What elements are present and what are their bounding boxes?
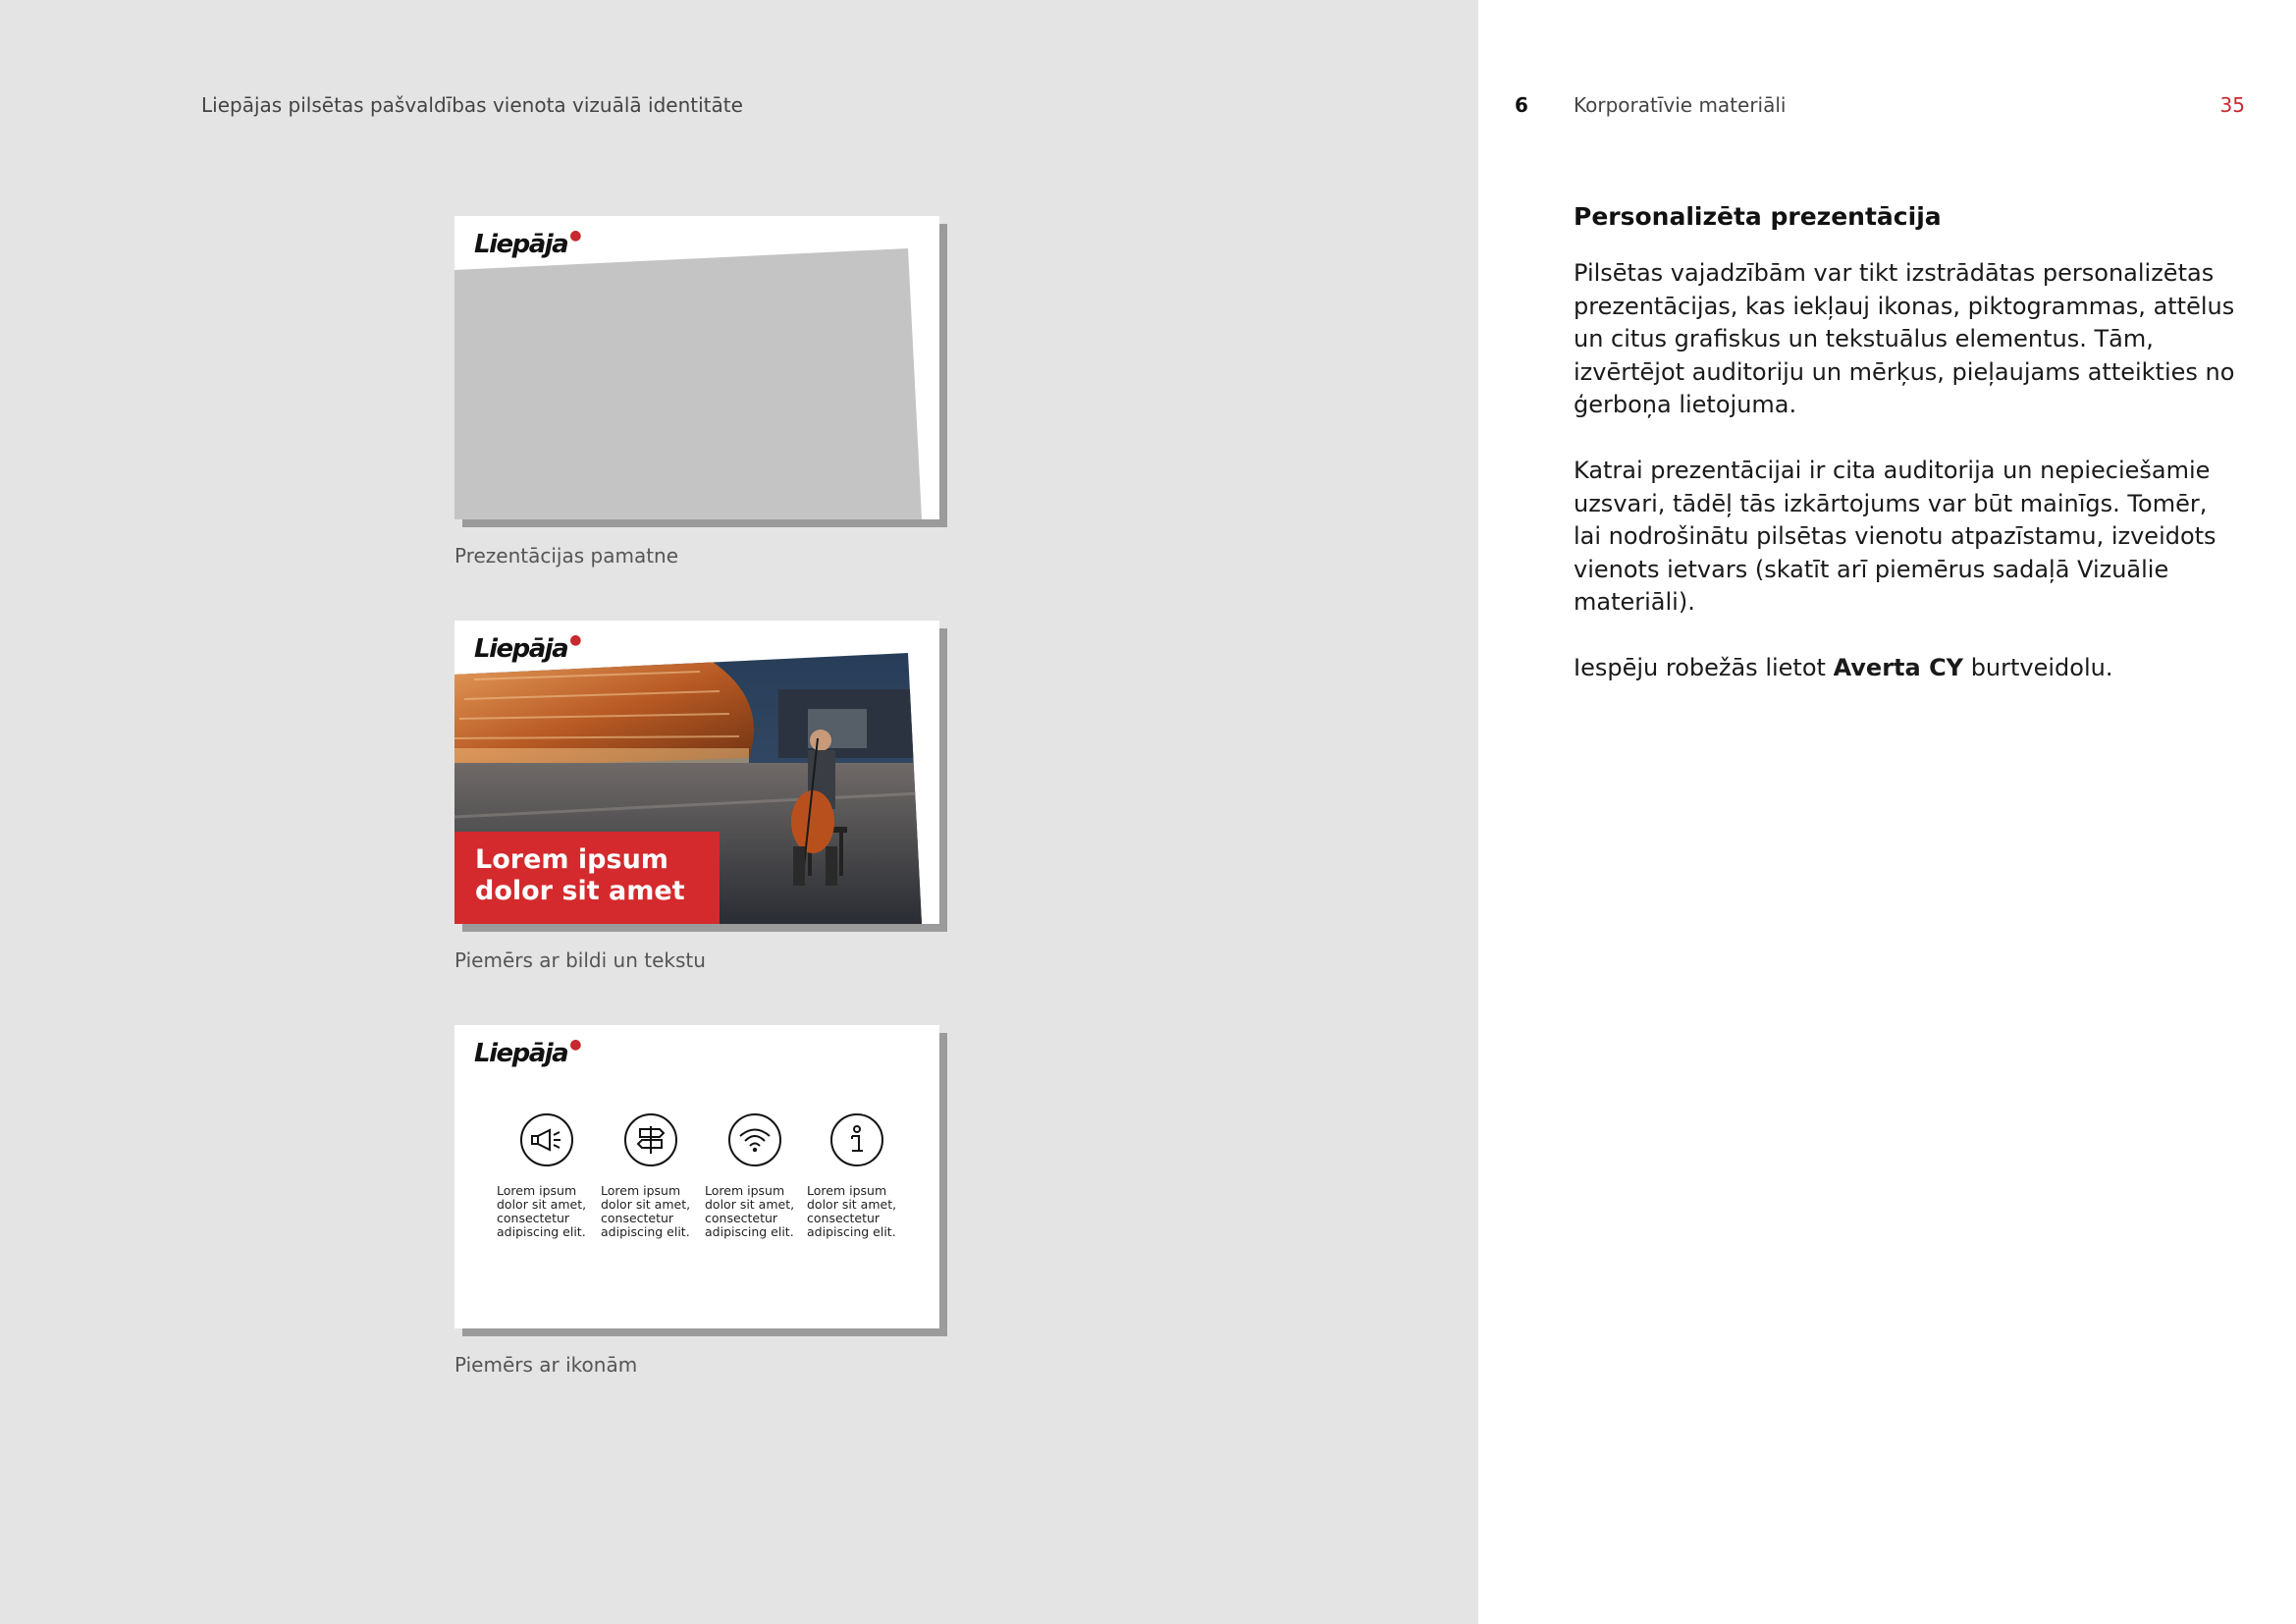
icon-caption: Lorem ipsum dolor sit amet, consectetur adipiscing elit. — [705, 1183, 795, 1239]
template-placeholder-shape — [454, 216, 939, 519]
slide-photo-example — [454, 621, 939, 924]
icon-caption: Lorem ipsum dolor sit amet, consectetur adipiscing elit. — [497, 1183, 587, 1239]
icon-item-signpost — [601, 1113, 699, 1239]
icon-item-info — [807, 1113, 905, 1239]
signpost-icon — [624, 1113, 677, 1166]
page-number: 35 — [2219, 93, 2245, 117]
wifi-icon — [728, 1113, 781, 1166]
liepaja-logo: Liepāja ● — [474, 1037, 580, 1068]
body-paragraph-3: Iespēju robežās lietot Averta CY burtveidolu. — [1574, 654, 2113, 681]
icon-item-wifi — [705, 1113, 803, 1239]
body-paragraph-1: Pilsētas vajadzībām var tikt izstrādātas personalizētas prezentācijas, kas iekļauj ikonas, piktogrammas, attēlus un citus grafiskus un tekstuālus elementus. Tām, izvērtējot auditoriju un mērķus, pieļaujams atteikties no ģerboņa lietojuma. — [1574, 259, 2235, 418]
liepaja-logo: Liepāja ● — [474, 632, 580, 664]
left-running-header: Liepājas pilsētas pašvaldības vienota vizuālā identitāte — [201, 93, 743, 117]
caption-template: Prezentācijas pamatne — [454, 544, 679, 568]
megaphone-icon — [520, 1113, 573, 1166]
slide-overlay-title: Lorem ipsum dolor sit amet — [475, 844, 685, 906]
icon-caption: Lorem ipsum dolor sit amet, consectetur adipiscing elit. — [601, 1183, 691, 1239]
chapter-title: Korporatīvie materiāli — [1574, 93, 1787, 117]
chapter-number: 6 — [1515, 93, 1528, 117]
section-title: Personalizēta prezentācija — [1574, 202, 1942, 231]
caption-icons-example: Piemērs ar ikonām — [454, 1353, 638, 1377]
right-page — [1478, 0, 2296, 1624]
slide-icons-example — [454, 1025, 939, 1328]
icon-caption: Lorem ipsum dolor sit amet, consectetur adipiscing elit. — [807, 1183, 897, 1239]
liepaja-logo: Liepāja ● — [474, 228, 580, 259]
caption-photo-example: Piemērs ar bildi un tekstu — [454, 948, 706, 972]
body-paragraph-2: Katrai prezentācijai ir cita auditorija un nepieciešamie uzsvari, tādēļ tās izkārtojums var būt mainīgs. Tomēr, lai nodrošinātu pilsētas vienotu atpazīstamu, izveidots vienots ietvars (skatīt arī piemērus sadaļā Vizuālie materiāli). — [1574, 457, 2216, 616]
font-name: Averta CY — [1833, 654, 1964, 681]
icon-item-megaphone — [497, 1113, 595, 1239]
info-icon — [830, 1113, 883, 1166]
slide-template — [454, 216, 939, 519]
